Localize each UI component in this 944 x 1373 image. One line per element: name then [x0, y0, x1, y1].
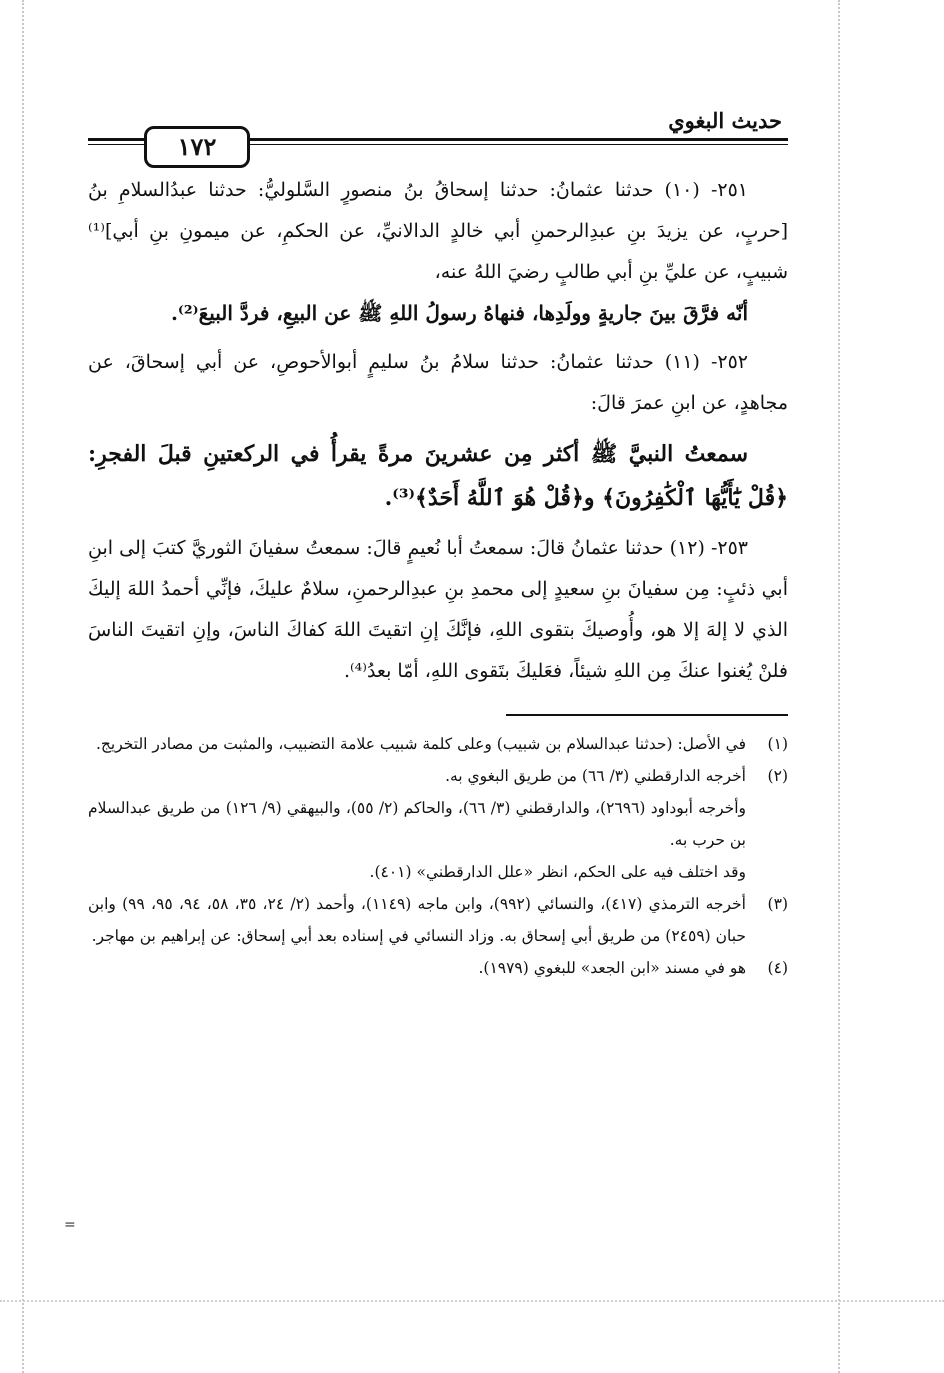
main-text: [88, 170, 788, 692]
hadith-251-matn: أنّه فرَّقَ بينَ جاريةٍ وولَدِها، فنهاهُ رسولُ اللهِ ﷺ عن البيعِ، فردَّ البيعَ⁽²⁾.: [170, 301, 748, 325]
footnote-number: (٤): [767, 959, 788, 977]
footnote-separator: [506, 714, 788, 716]
scan-guide-left: [22, 0, 24, 1373]
footnote-4: [88, 952, 788, 984]
hadith-253: ٢٥٣- (١٢) حدثنا عثمانُ قالَ: سمعتُ أبا نُعيمٍ قالَ: سمعتُ سفيانَ الثوريَّ كتبَ إلى ابنِ أبي ذئبٍ: مِن سفيانَ بنِ سعيدٍ إلى محمدِ بنِ عبدِالرحمنِ، سلامٌ عليكَ، فإنِّي أحمدُ اللهَ إليكَ الذي لا إلهَ إلا هو، وأُوصيكَ بتقوى اللهِ، فإنَّكَ إنِ اتقيتَ اللهَ كفاكَ الناسَ، وإنِ اتقيتَ الناسَ فلنْ يُغنوا عنكَ مِن اللهِ شيئاً، فعَليكَ بتَقوى اللهِ، أمّا بعدُ⁽⁴⁾.: [88, 537, 788, 682]
footnote-number: (٢): [767, 767, 788, 785]
scan-guide-right: [838, 0, 840, 1373]
footnote-number: (٣): [767, 895, 788, 913]
page-number: ١٧٢: [144, 126, 250, 168]
footnote-text: هو في مسند «ابن الجعد» للبغوي (١٩٧٩).: [478, 959, 746, 977]
margin-mark: =: [64, 1217, 76, 1233]
hadith-252-matn: سمعتُ النبيَّ ﷺ أكثر مِن عشرينَ مرةً يقرأُ في الركعتينِ قبلَ الفجرِ: ﴿قُلْ يَٰٓأَيُّهَا ٱلْكَٰفِرُونَ﴾ و﴿قُلْ هُوَ ٱللَّهُ أَحَدٌ﴾⁽³⁾.: [88, 441, 788, 511]
page-header: [88, 100, 788, 162]
footnote-2: [88, 760, 788, 792]
scan-guide-bottom: [0, 1300, 944, 1302]
footnote-1: [88, 728, 788, 760]
hadith-251-isnad: ٢٥١- (١٠) حدثنا عثمانُ: حدثنا إسحاقُ بنُ منصورٍ السَّلوليُّ: حدثنا عبدُالسلامِ بنُ [حربٍ، عن يزيدَ بنِ عبدِالرحمنِ أبي خالدٍ الدالانيِّ، عن الحكمِ، عن ميمونِ بنِ أبي]⁽¹⁾ شبيبٍ، عن عليِّ بنِ أبي طالبٍ رضيَ اللهُ عنه،: [88, 179, 788, 283]
footnote-2-continued: وأخرجه أبوداود (٢٦٩٦)، والدارقطني (٣/ ٦٦)، والحاكم (٢/ ٥٥)، والبيهقي (٩/ ١٢٦) من طريق عبدالسلام بن حرب به.: [88, 799, 746, 849]
footnote-number: (١): [767, 735, 788, 753]
footnote-text: أخرجه الترمذي (٤١٧)، والنسائي (٩٩٢)، وابن ماجه (١١٤٩)، وأحمد (٢/ ٢٤، ٣٥، ٥٨، ٩٤، ٩٥، ٩٩) وابن حبان (٢٤٥٩) من طريق أبي إسحاق به. وزاد النسائي في إسناده بعد أبي إسحاق: عن إبراهيم بن مهاجر.: [88, 895, 746, 945]
footnote-text: في الأصل: (حدثنا عبدالسلام بن شبيب) وعلى كلمة شبيب علامة التضبيب، والمثبت من مصادر التخريج.: [95, 735, 746, 753]
footnotes: [88, 728, 788, 984]
hadith-252-isnad: ٢٥٢- (١١) حدثنا عثمانُ: حدثنا سلامُ بنُ سليمٍ أبوالأحوصِ، عن أبي إسحاقَ، عن مجاهدٍ، عن ابنِ عمرَ قالَ:: [88, 351, 788, 414]
running-title: حديث البغوي: [668, 108, 782, 133]
footnote-text: أخرجه الدارقطني (٣/ ٦٦) من طريق البغوي به.: [445, 767, 746, 785]
book-page: [88, 100, 788, 984]
footnote-2-note: وقد اختلف فيه على الحكم، انظر «علل الدارقطني» (٤٠١).: [369, 863, 746, 881]
footnote-3: [88, 888, 788, 952]
